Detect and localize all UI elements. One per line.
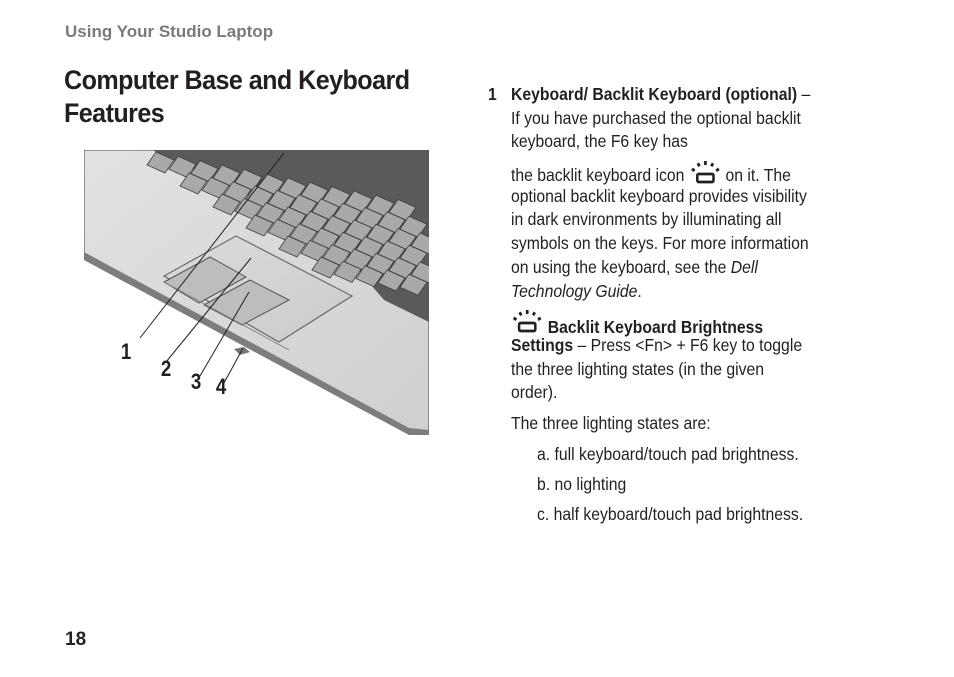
reference-title: Technology Guide xyxy=(511,281,638,301)
backlit-keyboard-icon xyxy=(689,161,721,187)
backlit-keyboard-icon xyxy=(511,310,543,336)
page-number: 18 xyxy=(65,629,87,650)
callout-3: 3 xyxy=(190,369,202,394)
page-title-line2: Features xyxy=(64,98,165,128)
item-line: in dark environments by illuminating all xyxy=(511,209,782,229)
brightness-instruction: – Press <Fn> + F6 key to toggle xyxy=(573,335,803,355)
brightness-heading-text: Settings xyxy=(511,335,574,355)
item-number: 1 xyxy=(488,84,497,104)
page-title xyxy=(64,64,417,130)
item-heading-text: Keyboard/ Backlit Keyboard (optional) xyxy=(511,84,798,104)
brightness-line xyxy=(511,334,802,358)
callout-4: 4 xyxy=(215,374,227,399)
item-line-post: . xyxy=(637,281,642,301)
item-line-with-icon xyxy=(511,161,791,188)
brightness-line: order). xyxy=(511,382,558,402)
callout-2: 2 xyxy=(160,356,172,381)
item-line-post: on it. The xyxy=(725,165,791,185)
page-title-line1: Computer Base and Keyboard xyxy=(64,65,410,95)
item-line: If you have purchased the optional backlit xyxy=(511,108,801,128)
brightness-line: the three lighting states (in the given xyxy=(511,359,765,379)
item-line: optional backlit keyboard provides visibility xyxy=(511,186,807,206)
item-line-pre: the backlit keyboard icon xyxy=(511,165,685,185)
item-heading-dash: – xyxy=(797,84,811,104)
list-item: b. no lighting xyxy=(537,474,627,494)
list-item: c. half keyboard/touch pad brightness. xyxy=(537,504,804,524)
item-line xyxy=(511,256,758,280)
item-line-pre: on using the keyboard, see the xyxy=(511,257,731,277)
brightness-heading-text: Backlit Keyboard Brightness xyxy=(547,317,764,337)
item-heading xyxy=(511,83,810,107)
item-line: symbols on the keys. For more information xyxy=(511,233,809,253)
item-line: keyboard, the F6 key has xyxy=(511,131,688,151)
item-line xyxy=(511,280,642,304)
laptop-base-drawing xyxy=(84,150,429,435)
running-head: Using Your Studio Laptop xyxy=(65,22,274,41)
states-intro: The three lighting states are: xyxy=(511,413,711,433)
list-item: a. full keyboard/touch pad brightness. xyxy=(537,444,799,464)
reference-title: Dell xyxy=(730,257,758,277)
callout-1: 1 xyxy=(120,339,132,364)
laptop-base-illustration xyxy=(84,150,429,435)
